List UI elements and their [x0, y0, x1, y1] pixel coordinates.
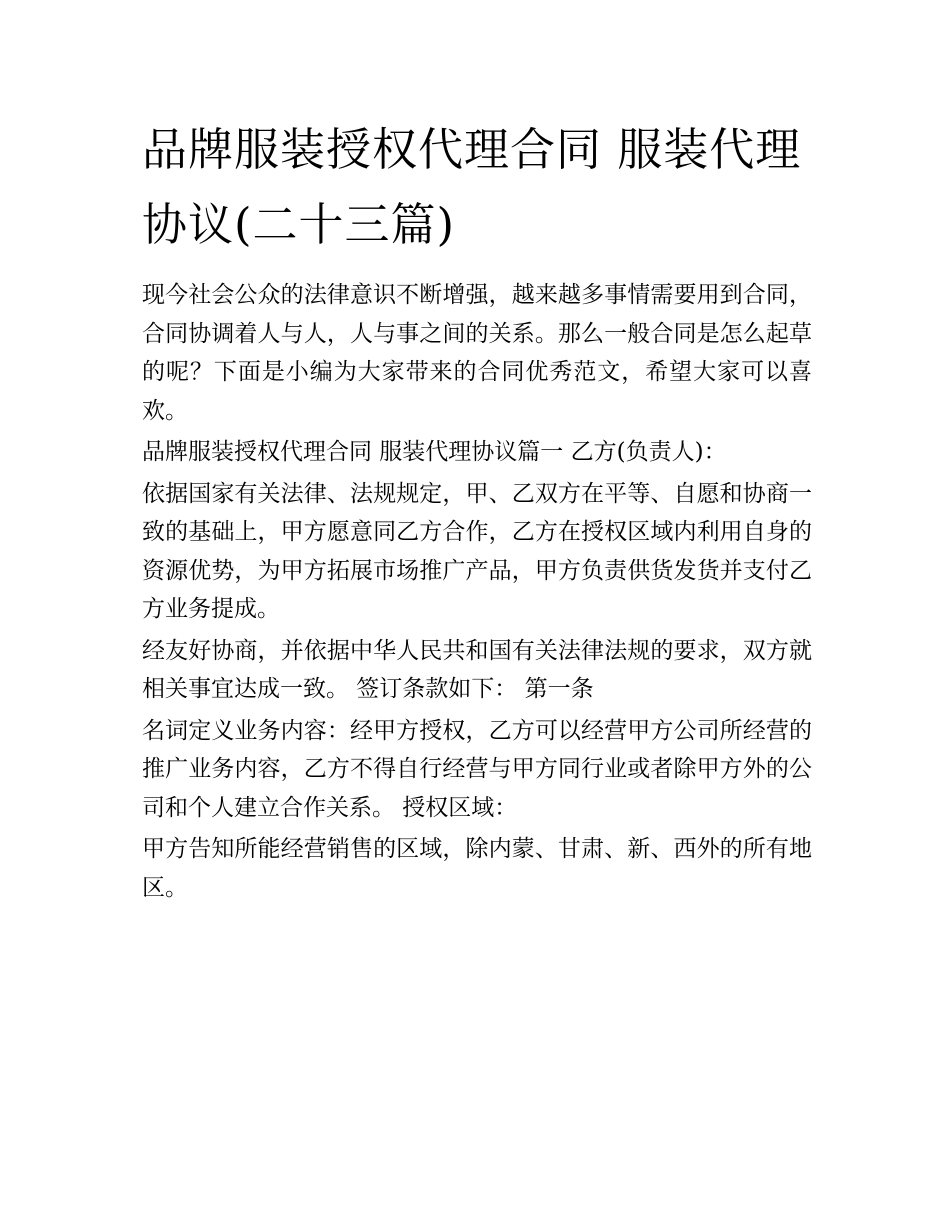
paragraph-legal-basis: 依据国家有关法律、法规规定，甲、乙双方在平等、自愿和协商一致的基础上，甲方愿意同乙方合作，乙方在授权区域内利用自身的资源优势，为甲方拓展市场推广产品，甲方负责供货发货并支付乙方业务提成。	[142, 480, 812, 622]
paragraph-definitions: 名词定义业务内容：经甲方授权，乙方可以经营甲方公司所经营的推广业务内容，乙方不得自行经营与甲方同行业或者除甲方外的公司和个人建立合作关系。 授权区域：	[142, 717, 812, 821]
paragraph-region: 甲方告知所能经营销售的区域，除内蒙、甘肃、新、西外的所有地区。	[142, 836, 812, 901]
paragraph-agreement: 经友好协商，并依据中华人民共和国有关法律法规的要求，双方就相关事宜达成一致。 签订条款如下： 第一条	[142, 637, 812, 702]
document-title: 品牌服装授权代理合同 服装代理协议(二十三篇)	[142, 123, 802, 251]
paragraph-intro: 现今社会公众的法律意识不断增强，越来越多事情需要用到合同，合同协调着人与人，人与事之间的关系。那么一般合同是怎么起草的呢？下面是小编为大家带来的合同优秀范文，希望大家可以喜欢。	[142, 282, 812, 424]
paragraph-section-heading: 品牌服装授权代理合同 服装代理协议篇一 乙方(负责人)：	[142, 439, 727, 465]
document-body	[142, 112, 812, 907]
